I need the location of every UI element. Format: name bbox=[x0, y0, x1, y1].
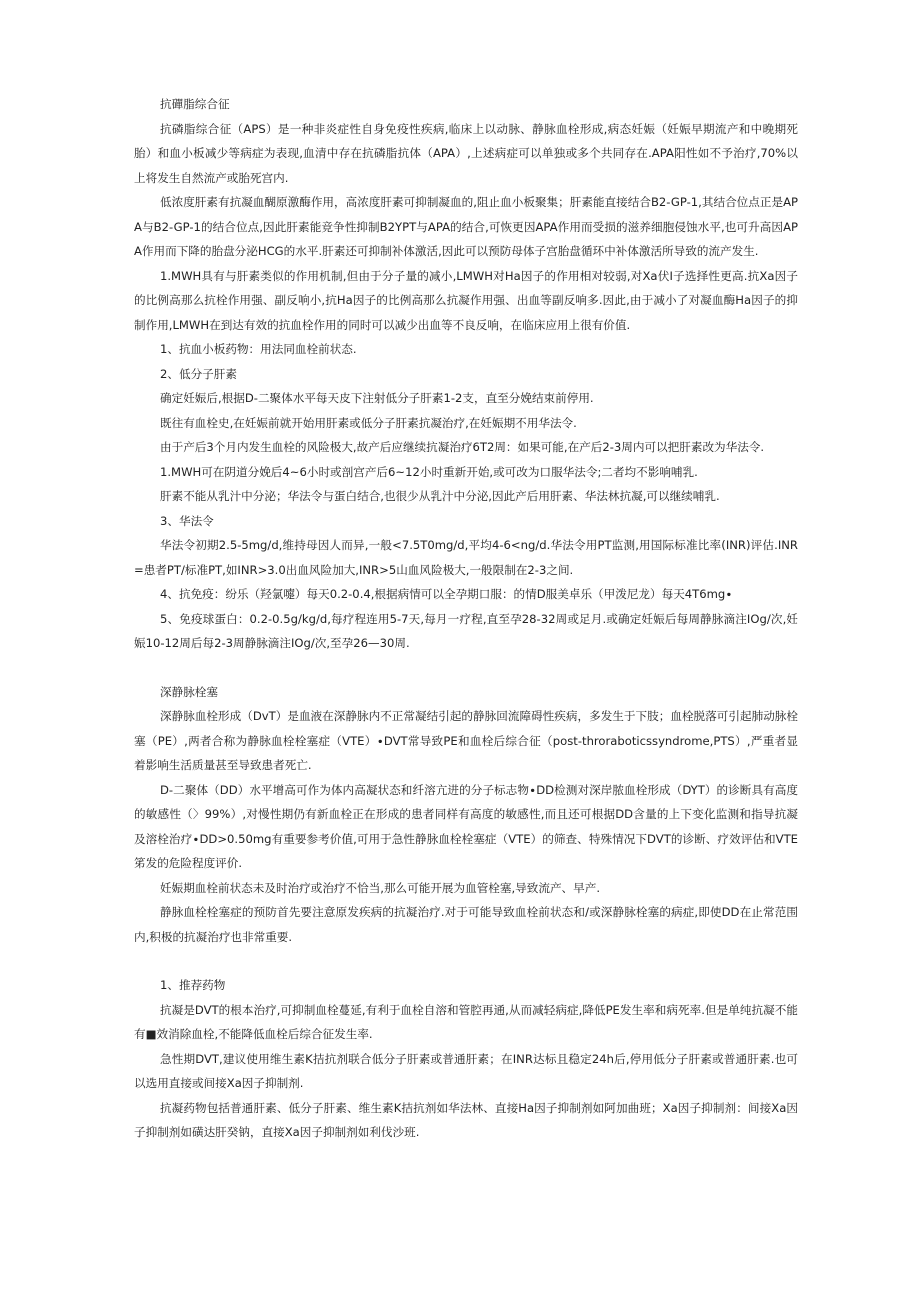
paragraph: 由于产后3个月内发生血栓的风险极大,故产后应继续抗凝治疗6T2周：如果可能,在产后2-3周内可以把肝素改为华法令. bbox=[160, 440, 765, 454]
section-gap bbox=[134, 656, 798, 680]
list-item: 3、华法令 bbox=[160, 513, 214, 528]
paragraph: 确定妊娠后,根据D-二聚体水平每天皮下注射低分子肝素1-2支，直至分娩结束前停用. bbox=[160, 391, 594, 405]
paragraph: 既往有血栓史,在妊娠前就开始用肝素或低分子肝素抗凝治疗,在妊娠期不用华法令. bbox=[160, 415, 577, 430]
list-item: 5、免疫球蛋白：0.2-0.5g∕kg∕d,每疗程连用5-7天,每月一疗程,直至孕28-32周或足月.或确定妊娠后每周静脉滴注IOg/次,妊娠10-12周后每2-3周静脉滴注IOg/次,至孕26—30周. bbox=[134, 611, 798, 650]
paragraph: 1.MWH具有与肝素类似的作用机制,但由于分子量的减小,LMWH对Ha因子的作用相对较弱,对Xa伏I子选择性更高.抗Xa因子的比例高那么抗栓作用强、副反响小,抗Ha因子的比例高那么抗凝作用强、出血等副反响多.因此,由于减小了对凝血酶Ha因子的抑制作用,LMWH在到达有效的抗血栓作用的同时可以减少出血等不良反响，在临床应用上很有价值. bbox=[134, 268, 798, 332]
paragraph: 肝素不能从乳汁中分泌；华法令与蛋白结合,也很少从乳汁中分泌,因此产后用肝素、华法林抗凝,可以继续哺乳. bbox=[160, 489, 720, 503]
paragraph: 华法令初期2.5-5mg∕d,维持母因人而异,一般<7.5T0mg∕d,平均4-6<ng∕d.华法令用PT监测,用国际标准比率(INR)评估.INR=患者PT/标准PT,如INR>3.0出血风险加大,INR>5山血风险极大,一般限制在2-3之间. bbox=[134, 538, 798, 577]
list-item: 4、抗免疫：纷乐（羟氯嚏）每天0.2-0.4,根据病情可以全孕期口服：的情D服美卓乐（甲泼尼龙）每天4T6mg∙ bbox=[160, 587, 733, 601]
list-item: 1、抗血小板药物：用法同血栓前状态. bbox=[160, 342, 357, 356]
paragraph: D-二聚体（DD）水平增高可作为体内高凝状态和纤溶亢进的分子标志物∙DD检测对深岸脓血栓形成（DYT）的诊断具有高度的敏感性（〉99%）,对慢性期仍有新血栓正在形成的患者同样有高度的敏感性,而且还可根据DD含量的上下变化监测和指导抗凝及溶栓治疗∙DD>0.50mg有重要参考价值,可用于急性静脉血栓栓塞症（VTE）的筛查、特殊情况下DVT的诊断、疗效评估和VTE笫发的危险程度评价. bbox=[134, 782, 798, 870]
paragraph: 低浓度肝素有抗凝血醐原激酶作用，高浓度肝素可抑制凝血的,阻止血小板聚集；肝素能直接结合B2-GP-1,其结合位点正是APA与B2-GP-1的结合位点,因此肝素能竞争性抑制B2YPT与APA的结合,可恢更因APA作用而受损的滋养细胞侵蚀水平,也可升高因APA作用而下降的胎盘分泌HCG的水平.肝素还可抑制补体激活,因此可以预防母体子宫胎盘循环中补体激活所导致的流产发生. bbox=[134, 195, 798, 258]
section-heading-dvt: 深静脉栓塞 bbox=[160, 684, 218, 699]
section-heading-aps: 抗磾脂综合征 bbox=[160, 97, 230, 111]
paragraph: 1.MWH可在阴道分娩后4~6小时或剖宫产后6~12小时重新开始,或可改为口服华法令;二者均不影响哺乳. bbox=[160, 464, 698, 479]
paragraph: 急性期DVT,建议使用维生素K拮抗剂联合低分子肝素或普通肝素；在INR达标且稳定24h后,停用低分子肝素或普通肝素.也可以选用直接或间接Xa因子抑制剂. bbox=[134, 1051, 798, 1090]
paragraph: 静脉血栓栓塞症的预防首先要注意原发疾病的抗凝治疗.对于可能导致血栓前状态和/或深静脉栓塞的病症,即使DD在止常范围内,积极的抗凝治疗也非常重要. bbox=[134, 905, 798, 944]
paragraph: 抗凝药物包括普通肝素、低分子肝素、维生素K拮抗剂如华法林、直接Ha因子抑制剂如阿加曲班；Xa因子抑制剂：间接Xa因子抑制剂如磺达肝癸钠，直接Xa因子抑制剂如利伐沙班. bbox=[134, 1100, 798, 1139]
paragraph: 抗磷脂综合征（APS）是一种非炎症性自身免疫性疾病,临床上以动脉、静脉血栓形成,病态妊娠（妊娠早期流产和中晚期死胎）和血小板减少等病症为表现,血清中存在抗磷脂抗体（APA）,上述病症可以单独或多个共同存在.APA阳性如不予治疗,70%以上将发生自然流产或胎死宫内. bbox=[134, 121, 798, 185]
section-heading-drugs: 1、推荐药物 bbox=[160, 978, 226, 992]
section-gap bbox=[134, 949, 798, 973]
paragraph: 深静脉血栓形成（DvT）是血液在深静脉内不正常凝结引起的静脉回流障碍性疾病，多发生于下肢；血栓脱落可引起肺动脉栓塞（PE）,两者合称为静脉血栓栓塞症（VTE）∙DVT常导致PE和血栓后综合征（post-throraboticssyndrome,PTS）,严重者显着影响生活质量甚至导致患者死亡. bbox=[134, 709, 798, 772]
paragraph: 抗凝是DVT的根本治疗,可抑制血栓蔓延,有利于血栓自溶和管腔再通,从而减轻病症,降低PE发生率和病死率.但是单纯抗凝不能有■效消除血栓,不能降低血栓后综合征发生率. bbox=[134, 1002, 798, 1041]
paragraph: 妊娠期血栓前状态未及时治疗或治疗不恰当,那么可能开展为血管栓塞,导致流产、早产. bbox=[160, 880, 601, 895]
list-item: 2、低分子肝素 bbox=[160, 366, 237, 381]
